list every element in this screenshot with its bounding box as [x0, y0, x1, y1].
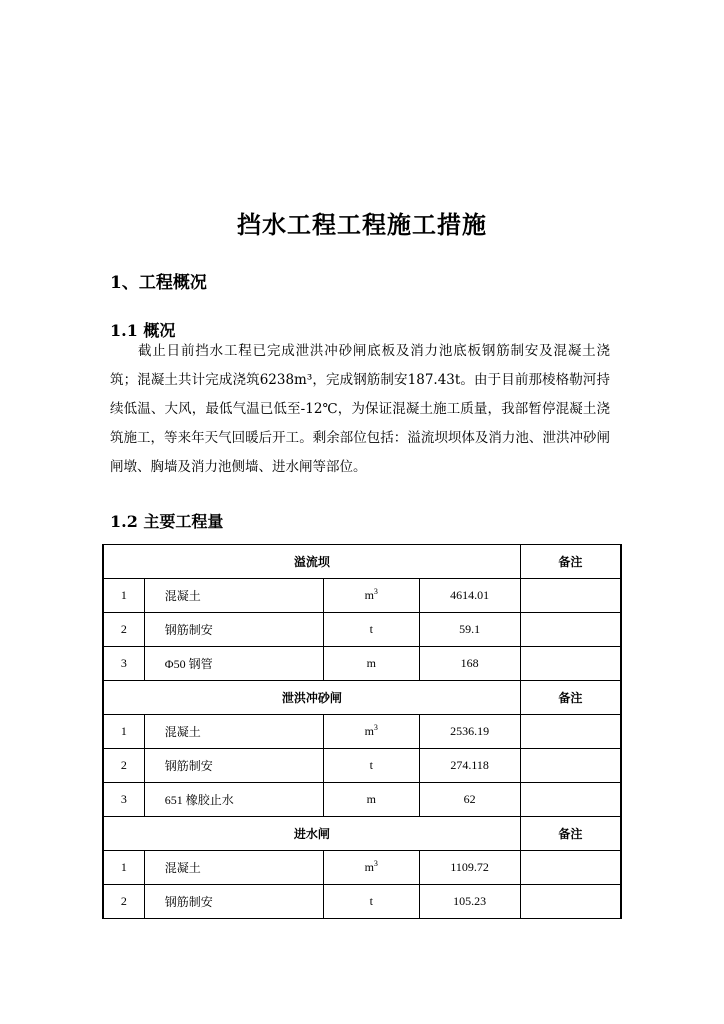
row-number: 2 — [103, 749, 144, 783]
section-heading-1-1: 1.1 概况 — [110, 321, 176, 340]
unit-cell — [323, 783, 419, 817]
note-cell — [520, 579, 621, 613]
unit-superscript: 3 — [373, 859, 378, 868]
quantity-value: 168 — [419, 647, 520, 681]
section-name: 泄洪冲砂闸 — [103, 681, 520, 715]
note-cell — [520, 613, 621, 647]
unit-superscript: 3 — [373, 587, 378, 596]
unit-cell — [323, 749, 419, 783]
unit: m — [364, 588, 374, 602]
note-cell — [520, 885, 621, 919]
table-row — [103, 647, 621, 681]
table-row — [103, 783, 621, 817]
unit: m — [364, 724, 374, 738]
quantity-value: 105.23 — [419, 885, 520, 919]
table-row — [103, 579, 621, 613]
overview-paragraph: 截止日前挡水工程已完成泄洪冲砂闸底板及消力池底板钢筋制安及混凝土浇筑；混凝土共计完成浇筑6238m³，完成钢筋制安187.43t。由于目前那棱格勒河持续低温、大风，最低气温已低至-12℃，为保证混凝土施工质量，我部暂停混凝土浇筑施工，等来年天气回暖后开工。剩余部位包括：溢流坝坝体及消力池、泄洪冲砂闸闸墩、胸墙及消力池侧墙、进水闸等部位。 — [110, 343, 610, 475]
unit: m — [366, 792, 376, 806]
item-name: 混凝土 — [144, 579, 323, 613]
quantity-value: 1109.72 — [419, 851, 520, 885]
unit: t — [369, 894, 373, 908]
section-name: 进水闸 — [103, 817, 520, 851]
table-section-header — [103, 817, 621, 851]
table-row — [103, 851, 621, 885]
quantity-value: 62 — [419, 783, 520, 817]
item-name: 钢筋制安 — [144, 749, 323, 783]
note-header: 备注 — [520, 545, 621, 579]
item-name: 混凝土 — [144, 851, 323, 885]
note-cell — [520, 647, 621, 681]
row-number: 1 — [103, 715, 144, 749]
item-name: 651 橡胶止水 — [144, 783, 323, 817]
section-name: 溢流坝 — [103, 545, 520, 579]
quantity-value: 2536.19 — [419, 715, 520, 749]
item-name: 混凝土 — [144, 715, 323, 749]
unit-cell — [323, 647, 419, 681]
item-name: 钢筋制安 — [144, 885, 323, 919]
quantity-value: 274.118 — [419, 749, 520, 783]
note-header: 备注 — [520, 817, 621, 851]
document-title: 挡水工程工程施工措施 — [237, 210, 487, 239]
note-cell — [520, 851, 621, 885]
note-cell — [520, 715, 621, 749]
row-number: 1 — [103, 579, 144, 613]
unit: t — [369, 758, 373, 772]
quantity-value: 4614.01 — [419, 579, 520, 613]
quantity-value: 59.1 — [419, 613, 520, 647]
table-section-header — [103, 681, 621, 715]
note-cell — [520, 749, 621, 783]
row-number: 3 — [103, 783, 144, 817]
section-heading-1-2: 1.2 主要工程量 — [110, 512, 224, 531]
unit-superscript: 3 — [373, 723, 378, 732]
unit-cell — [323, 851, 419, 885]
row-number: 3 — [103, 647, 144, 681]
item-name: 钢筋制安 — [144, 613, 323, 647]
section-heading-1: 1、工程概况 — [110, 273, 207, 293]
table-row — [103, 885, 621, 919]
item-name: Φ50 钢管 — [144, 647, 323, 681]
table-row — [103, 715, 621, 749]
table-section-header — [103, 545, 621, 579]
unit-cell — [323, 715, 419, 749]
unit: t — [369, 622, 373, 636]
unit-cell — [323, 579, 419, 613]
row-number: 1 — [103, 851, 144, 885]
table-row — [103, 749, 621, 783]
note-cell — [520, 783, 621, 817]
unit: m — [366, 656, 376, 670]
unit: m — [364, 860, 374, 874]
unit-cell — [323, 613, 419, 647]
quantities-table — [102, 544, 622, 919]
row-number: 2 — [103, 885, 144, 919]
unit-cell — [323, 885, 419, 919]
table-row — [103, 613, 621, 647]
row-number: 2 — [103, 613, 144, 647]
note-header: 备注 — [520, 681, 621, 715]
